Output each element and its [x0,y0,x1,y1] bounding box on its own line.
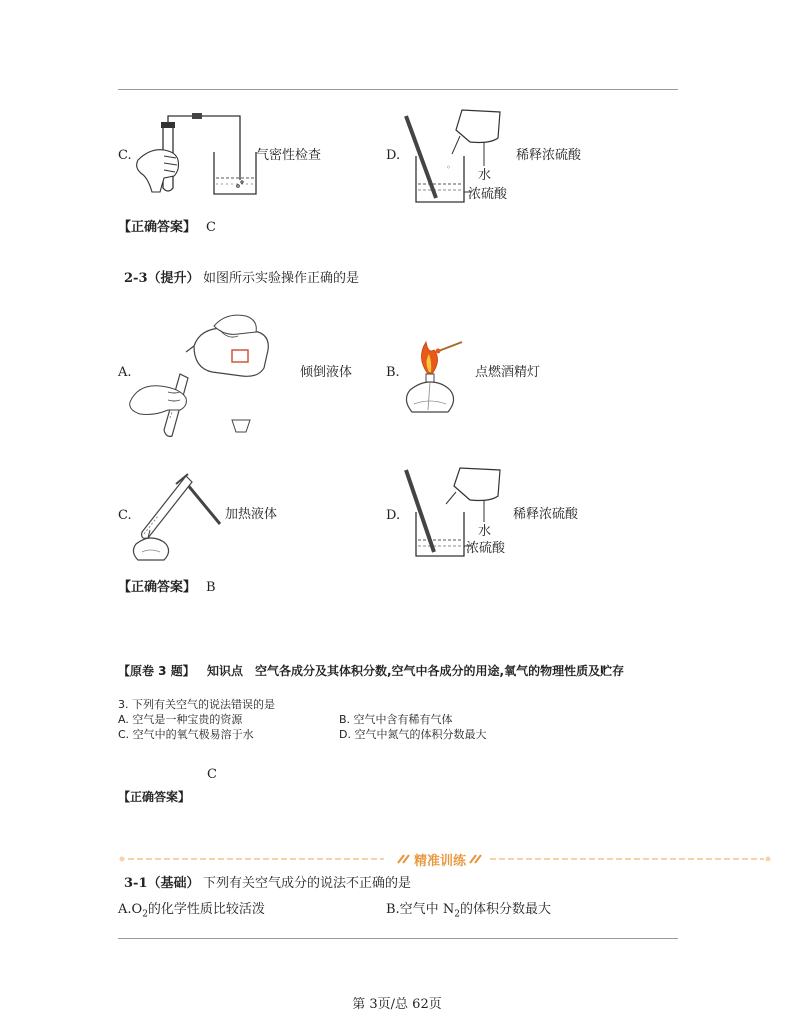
original-answer-value: C [207,767,217,782]
top-rule [118,89,678,90]
original-option-c: C. 空气中的氧气极易溶于水 [118,728,254,741]
page-footer: 第 3页/总 62页 [352,997,442,1012]
heat-liquid-figure [128,468,228,564]
answer-value-2: B [206,580,216,595]
original-answer-label: 【正确答案】 [118,790,191,804]
option-a-label: 倾倒液体 [300,365,353,380]
section-banner-title: 精准训练 [414,854,467,869]
option-c-letter-2: C. [118,508,132,523]
option-d-letter-2: D. [386,508,401,523]
option-b-prefix: B.空气中 N [386,902,455,917]
option-c-label-2: 加热液体 [225,507,278,522]
tag-water-1: 水 [478,168,492,183]
svg-text:◦: ◦ [446,163,451,172]
pour-liquid-figure [128,306,278,444]
option-a-suffix: 的化学性质比较活泼 [147,902,265,917]
answer-label: 【正确答案】 [118,220,197,235]
knowledge-point-topic: 空气各成分及其体积分数,空气中各成分的用途,氧气的物理性质及贮存 [255,664,625,678]
option-d-label: 稀释浓硫酸 [516,148,582,163]
question-stem: 如图所示实验操作正确的是 [203,271,360,286]
question-3-1-option-b [386,902,551,923]
original-question-stem: 3. 下列有关空气的说法错误的是 [118,698,275,711]
airtight-check-figure [130,108,260,200]
original-option-a: A. 空气是一种宝贵的资源 [118,713,243,726]
option-b-subscript: 2 [454,909,460,920]
tag-water-2: 水 [478,524,492,539]
option-b-letter: B. [386,365,400,380]
question-number: 2-3（提升） [124,271,200,286]
option-d-label-2: 稀释浓硫酸 [513,507,579,522]
option-b-label: 点燃酒精灯 [475,365,541,380]
answer-value: C [206,220,216,235]
option-c-letter: C. [118,148,132,163]
question-3-1-stem: 下列有关空气成分的说法不正确的是 [203,876,412,891]
alcohol-lamp-figure [398,330,474,414]
question-3-1-option-a [118,902,265,923]
option-a-subscript: 2 [142,909,148,920]
bottom-rule [118,938,678,939]
option-d-letter: D. [386,148,401,163]
answer-label-2: 【正确答案】 [118,580,197,595]
option-c-label: 气密性检查 [256,148,322,163]
option-b-suffix: 的体积分数最大 [459,902,551,917]
original-option-d: D. 空气中氮气的体积分数最大 [339,728,487,741]
tag-acid-2: 浓硫酸 [466,541,506,556]
knowledge-point-label: 知识点 [207,664,244,678]
original-option-b: B. 空气中含有稀有气体 [339,713,453,726]
option-a-letter: A. [118,365,132,380]
original-question-tag: 【原卷 3 题】 [118,664,195,678]
question-3-1-number: 3-1（基础） [124,876,200,891]
tag-acid-1: 浓硫酸 [468,187,508,202]
option-a-prefix: A.O [118,902,143,917]
